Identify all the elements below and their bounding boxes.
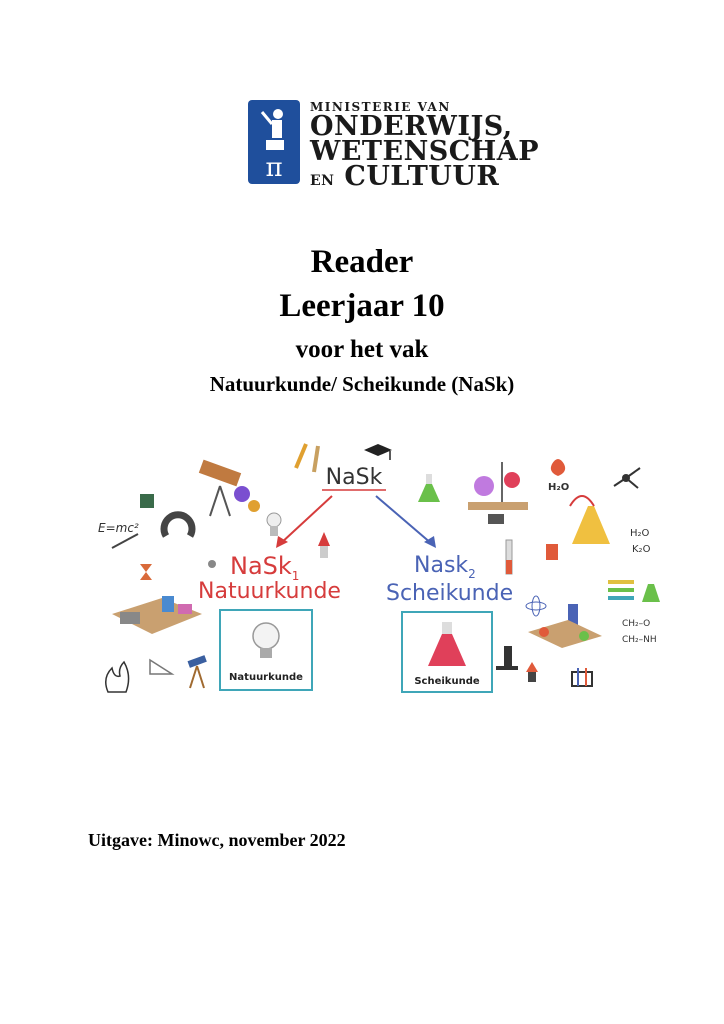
test-tube-icon (506, 540, 512, 574)
arrow-right-icon (376, 496, 432, 544)
graduation-cap-icon (364, 444, 392, 460)
left-card-label: Natuurkunde (229, 672, 303, 683)
water-molecule-icon (548, 459, 569, 493)
natuurkunde-card (220, 610, 312, 690)
logo-line2: ONDERWIJS, (310, 111, 513, 142)
fire-icon (106, 662, 129, 692)
formula-text: E=mc² (98, 521, 139, 535)
chip-icon (140, 494, 154, 508)
svg-text:π: π (265, 153, 283, 183)
logo-line3: WETENSCHAP (310, 136, 540, 167)
tripod-telescope-icon (188, 655, 207, 688)
year-title: Leerjaar 10 (279, 288, 445, 324)
subject-intro: voor het vak (295, 336, 429, 363)
tube-rack-icon (572, 668, 592, 686)
telescope-icon (199, 460, 260, 516)
svg-text:Nask2 (414, 553, 476, 581)
erlenmeyer-icon (418, 474, 440, 502)
chem-text-2: K₂O (632, 544, 651, 555)
right-title-name: Scheikunde (386, 581, 514, 606)
ministry-name (310, 100, 539, 194)
magnet-icon (164, 515, 192, 536)
lab-setup-icon (468, 462, 528, 524)
microscope-icon (496, 646, 518, 670)
left-title-main: NaSk (230, 552, 292, 580)
right-title-main: Nask (414, 553, 469, 578)
logo-line1: MINISTERIE VAN (310, 100, 451, 114)
hourglass-icon (140, 564, 152, 580)
beaker-icon (546, 544, 558, 560)
publisher-line: Uitgave: Minowc, november 2022 (88, 830, 346, 850)
desk-tools-icon (112, 596, 202, 634)
nask-illustration (92, 436, 672, 706)
bunsen-icon (526, 662, 538, 682)
chem-text-1: H₂O (630, 528, 650, 539)
chem-text-3: CH₂–O (622, 619, 651, 629)
triangle-ruler-icon (150, 660, 172, 674)
dot-icon (208, 560, 216, 568)
logo-line4: CULTUUR (344, 161, 500, 192)
rocket-icon (318, 532, 330, 558)
water-text: H₂O (548, 482, 570, 493)
logo-line4-en: EN (310, 173, 335, 189)
atom-icon (526, 596, 546, 616)
reader-title: Reader (310, 244, 414, 280)
cone-flask-icon (570, 496, 610, 544)
left-title-sub: 1 (291, 569, 300, 583)
bulb-small-icon (267, 513, 281, 536)
ministry-logo (248, 100, 540, 192)
left-title-name: Natuurkunde (198, 579, 341, 604)
periodic-chart-icon (608, 580, 660, 602)
right-card-label: Scheikunde (414, 676, 480, 687)
molecule-icon (614, 468, 640, 488)
pencil-icon (296, 444, 318, 472)
center-label: NaSk (325, 465, 383, 490)
ministry-emblem-icon (248, 100, 300, 184)
right-title-sub: 2 (468, 567, 476, 581)
subject-title: Natuurkunde/ Scheikunde (NaSk) (209, 372, 515, 396)
chem-text-4: CH₂–NH (622, 635, 657, 645)
graph-arrow-icon (112, 534, 138, 548)
scheikunde-card (402, 612, 492, 692)
